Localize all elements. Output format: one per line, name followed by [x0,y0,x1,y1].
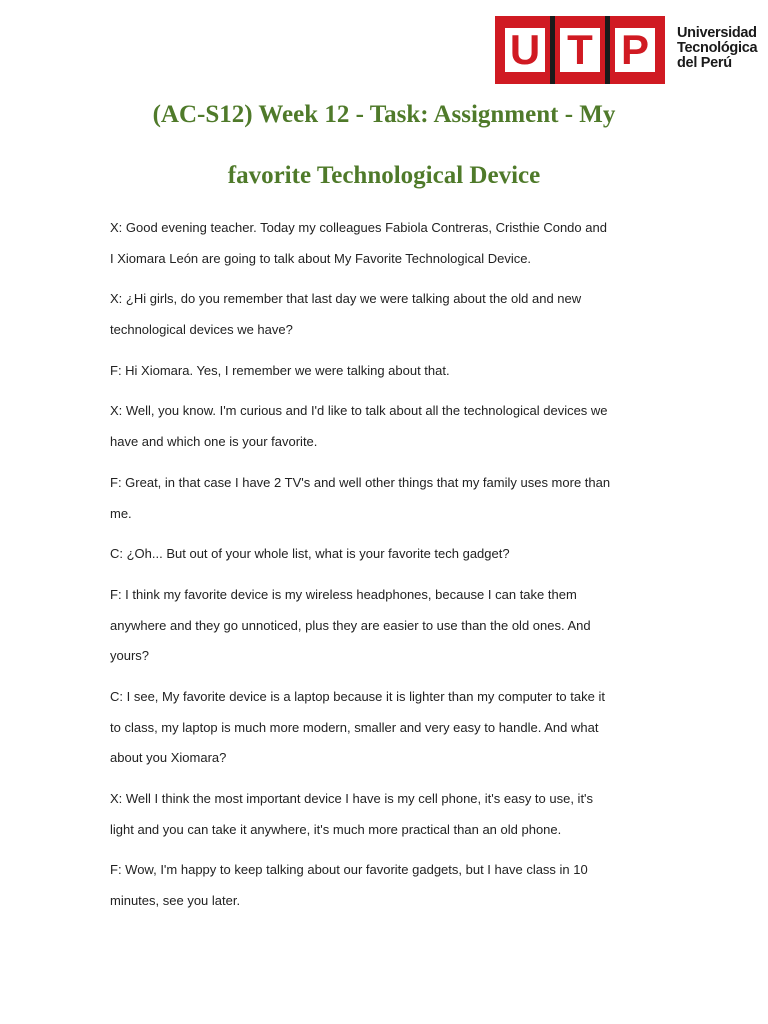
dialogue-paragraph [110,580,665,672]
title-line: (AC-S12) Week 12 - Task: Assignment - My [152,101,616,128]
dialogue-line: about you Xiomara? [110,750,227,766]
logo-letter-t: T [560,28,600,72]
dialogue-paragraph [110,784,665,845]
dialogue-paragraph [110,213,665,274]
logo-name-line: del Perú [677,55,732,71]
dialogue-line: to class, my laptop is much more modern, smaller and very easy to handle. And what [110,719,599,735]
dialogue-line: have and which one is your favorite. [110,434,318,450]
dialogue-paragraph [110,468,665,529]
dialogue-line: I Xiomara León are going to talk about My Favorite Technological Device. [110,250,532,266]
dialogue-paragraph [110,284,665,345]
dialogue-line: light and you can take it anywhere, it's much more practical than an old phone. [110,821,562,837]
logo-divider [605,16,610,84]
dialogue-paragraph [110,356,665,387]
dialogue-line: F: Great, in that case I have 2 TV's and well other things that my family uses more than [110,474,611,490]
logo-letter-u: U [505,28,545,72]
dialogue-line: F: Hi Xiomara. Yes, I remember we were talking about that. [110,362,450,378]
dialogue-line: X: Well I think the most important device I have is my cell phone, it's easy to use, it's [110,791,594,806]
dialogue-paragraph [110,682,665,774]
dialogue-line: technological devices we have? [110,322,293,338]
dialogue-paragraph [110,539,665,570]
dialogue-line: yours? [110,648,150,664]
dialogue-paragraph [110,396,665,457]
logo-letter-p: P [615,28,655,72]
dialogue-line: me. [110,505,132,521]
logo-name-line: Universidad [677,25,757,41]
title-line: favorite Technological Device [227,162,541,189]
dialogue-line: X: Good evening teacher. Today my colleagues Fabiola Contreras, Cristhie Condo and [110,220,607,235]
logo-divider [550,16,555,84]
dialogue-body [110,213,665,927]
dialogue-paragraph [110,855,665,916]
dialogue-line: anywhere and they go unnoticed, plus they are easier to use than the old ones. And [110,617,591,633]
logo-university-name [677,26,757,71]
dialogue-line: minutes, see you later. [110,893,241,909]
document-title [80,84,688,206]
dialogue-line: F: I think my favorite device is my wireless headphones, because I can take them [110,586,577,602]
dialogue-line: X: ¿Hi girls, do you remember that last day we were talking about the old and new [110,291,582,307]
logo-name-line: Tecnológica [677,40,758,56]
utp-logo [495,16,760,84]
logo-red-block [495,16,665,84]
dialogue-line: C: ¿Oh... But out of your whole list, what is your favorite tech gadget? [110,546,510,562]
dialogue-line: C: I see, My favorite device is a laptop because it is lighter than my computer to take it [110,688,605,704]
dialogue-line: F: Wow, I'm happy to keep talking about our favorite gadgets, but I have class in 10 [110,862,588,878]
dialogue-line: X: Well, you know. I'm curious and I'd like to talk about all the technological devices we [110,403,608,419]
